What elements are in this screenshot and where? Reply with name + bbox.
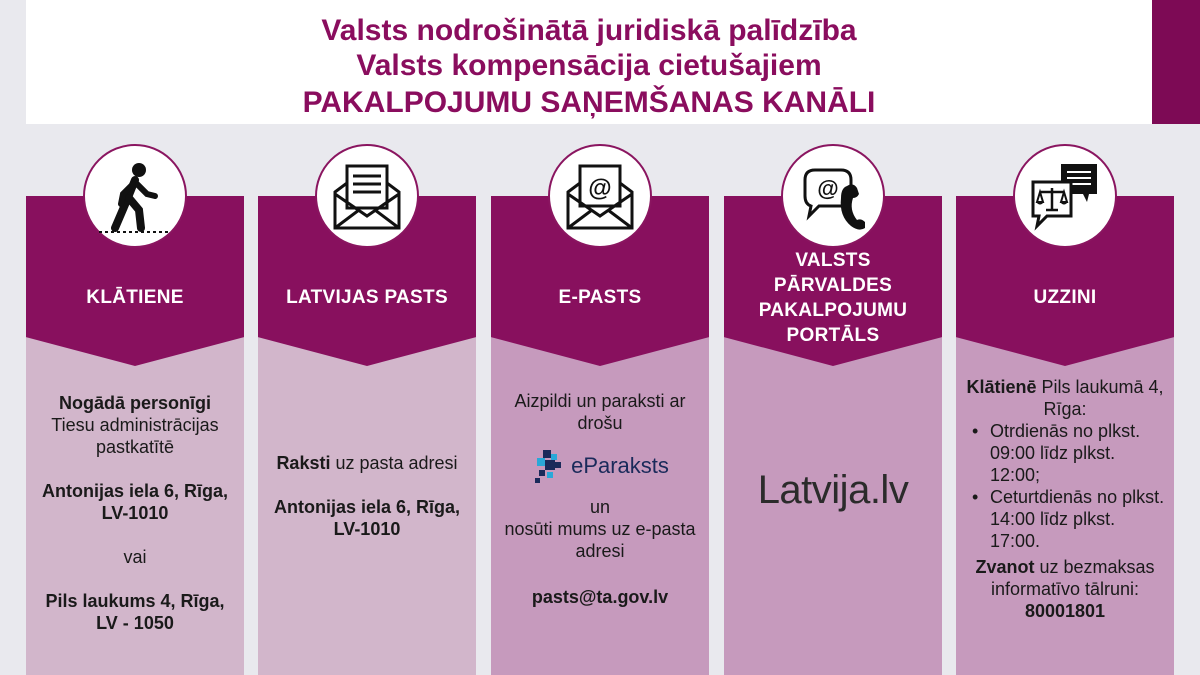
card-title-line-4: PORTĀLS bbox=[786, 325, 880, 346]
in-person-detail: Pils laukumā 4, Rīga: bbox=[1036, 377, 1164, 419]
post-address: Antonijas iela 6, Rīga, LV-1010 bbox=[273, 497, 461, 539]
list-item: • Ceturtdienās no plkst. 14:00 līdz plkst. 17:00. bbox=[964, 486, 1166, 552]
or-text: vai bbox=[123, 547, 147, 567]
call-text: Zvanot bbox=[975, 557, 1035, 577]
letter-envelope-icon bbox=[315, 144, 419, 248]
card-title bbox=[724, 248, 942, 348]
phone-number: 80001801 bbox=[1024, 601, 1106, 621]
card-content bbox=[34, 392, 236, 634]
card-title: LATVIJAS PASTS bbox=[286, 287, 448, 308]
card-title: KLĀTIENE bbox=[86, 287, 184, 308]
scales-chat-icon bbox=[1013, 144, 1117, 248]
page-title-line-3: PAKALPOJUMU SAŅEMŠANAS KANĀLI bbox=[302, 86, 876, 119]
card-title-line-1: VALSTS bbox=[795, 250, 871, 271]
card-title: E-PASTS bbox=[558, 287, 642, 308]
write-text: Raksti bbox=[276, 453, 331, 473]
write-detail: uz pasta adresi bbox=[330, 453, 458, 473]
fill-sign-text: Aizpildi un paraksti ar drošu bbox=[514, 391, 686, 433]
svg-text:@: @ bbox=[588, 175, 612, 202]
email-address: pasts@ta.gov.lv bbox=[531, 587, 669, 607]
card-content bbox=[732, 466, 934, 514]
channel-card-portal bbox=[724, 196, 942, 675]
walking-person-icon bbox=[83, 144, 187, 248]
channel-card-post bbox=[258, 196, 476, 675]
corner-accent bbox=[1152, 0, 1200, 124]
page-title-line-2: Valsts kompensācija cietušajiem bbox=[356, 49, 822, 82]
list-item: • Otrdienās no plkst. 09:00 līdz plkst. 12:00; bbox=[964, 420, 1166, 486]
latvija-lv-logo: Latvija.lv bbox=[757, 468, 909, 512]
in-person-text: Klātienē bbox=[966, 377, 1037, 397]
send-text: nosūti mums uz e-pasta adresi bbox=[504, 519, 696, 561]
address-2: Pils laukums 4, Rīga, LV - 1050 bbox=[45, 591, 225, 633]
card-title: UZZINI bbox=[1033, 287, 1097, 308]
eparaksts-logo-mark bbox=[531, 448, 567, 484]
phone-at-chat-icon bbox=[781, 144, 885, 248]
eparaksts-logo-text: eParaksts bbox=[571, 453, 669, 478]
card-title-line-3: PAKALPOJUMU bbox=[758, 300, 908, 321]
eparaksts-logo bbox=[499, 440, 701, 492]
card-content bbox=[964, 376, 1166, 622]
address-1: Antonijas iela 6, Rīga, LV-1010 bbox=[41, 481, 229, 523]
card-content bbox=[499, 390, 701, 608]
svg-text:@: @ bbox=[817, 176, 839, 201]
channel-card-email bbox=[491, 196, 709, 675]
deliver-detail: Tiesu administrācijas pastkatītē bbox=[51, 415, 219, 457]
channel-card-info bbox=[956, 196, 1174, 675]
call-detail: uz bezmaksas informatīvo tālruni: bbox=[990, 557, 1155, 599]
opening-hours-list bbox=[964, 420, 1166, 552]
email-envelope-icon bbox=[548, 144, 652, 248]
and-text: un bbox=[589, 497, 611, 517]
card-title-line-2: PĀRVALDES bbox=[773, 275, 893, 296]
page-title-line-1: Valsts nodrošinātā juridiskā palīdzība bbox=[321, 14, 857, 47]
channel-card-in-person bbox=[26, 196, 244, 675]
card-content bbox=[266, 452, 468, 540]
deliver-text: Nogādā personīgi bbox=[58, 393, 211, 413]
